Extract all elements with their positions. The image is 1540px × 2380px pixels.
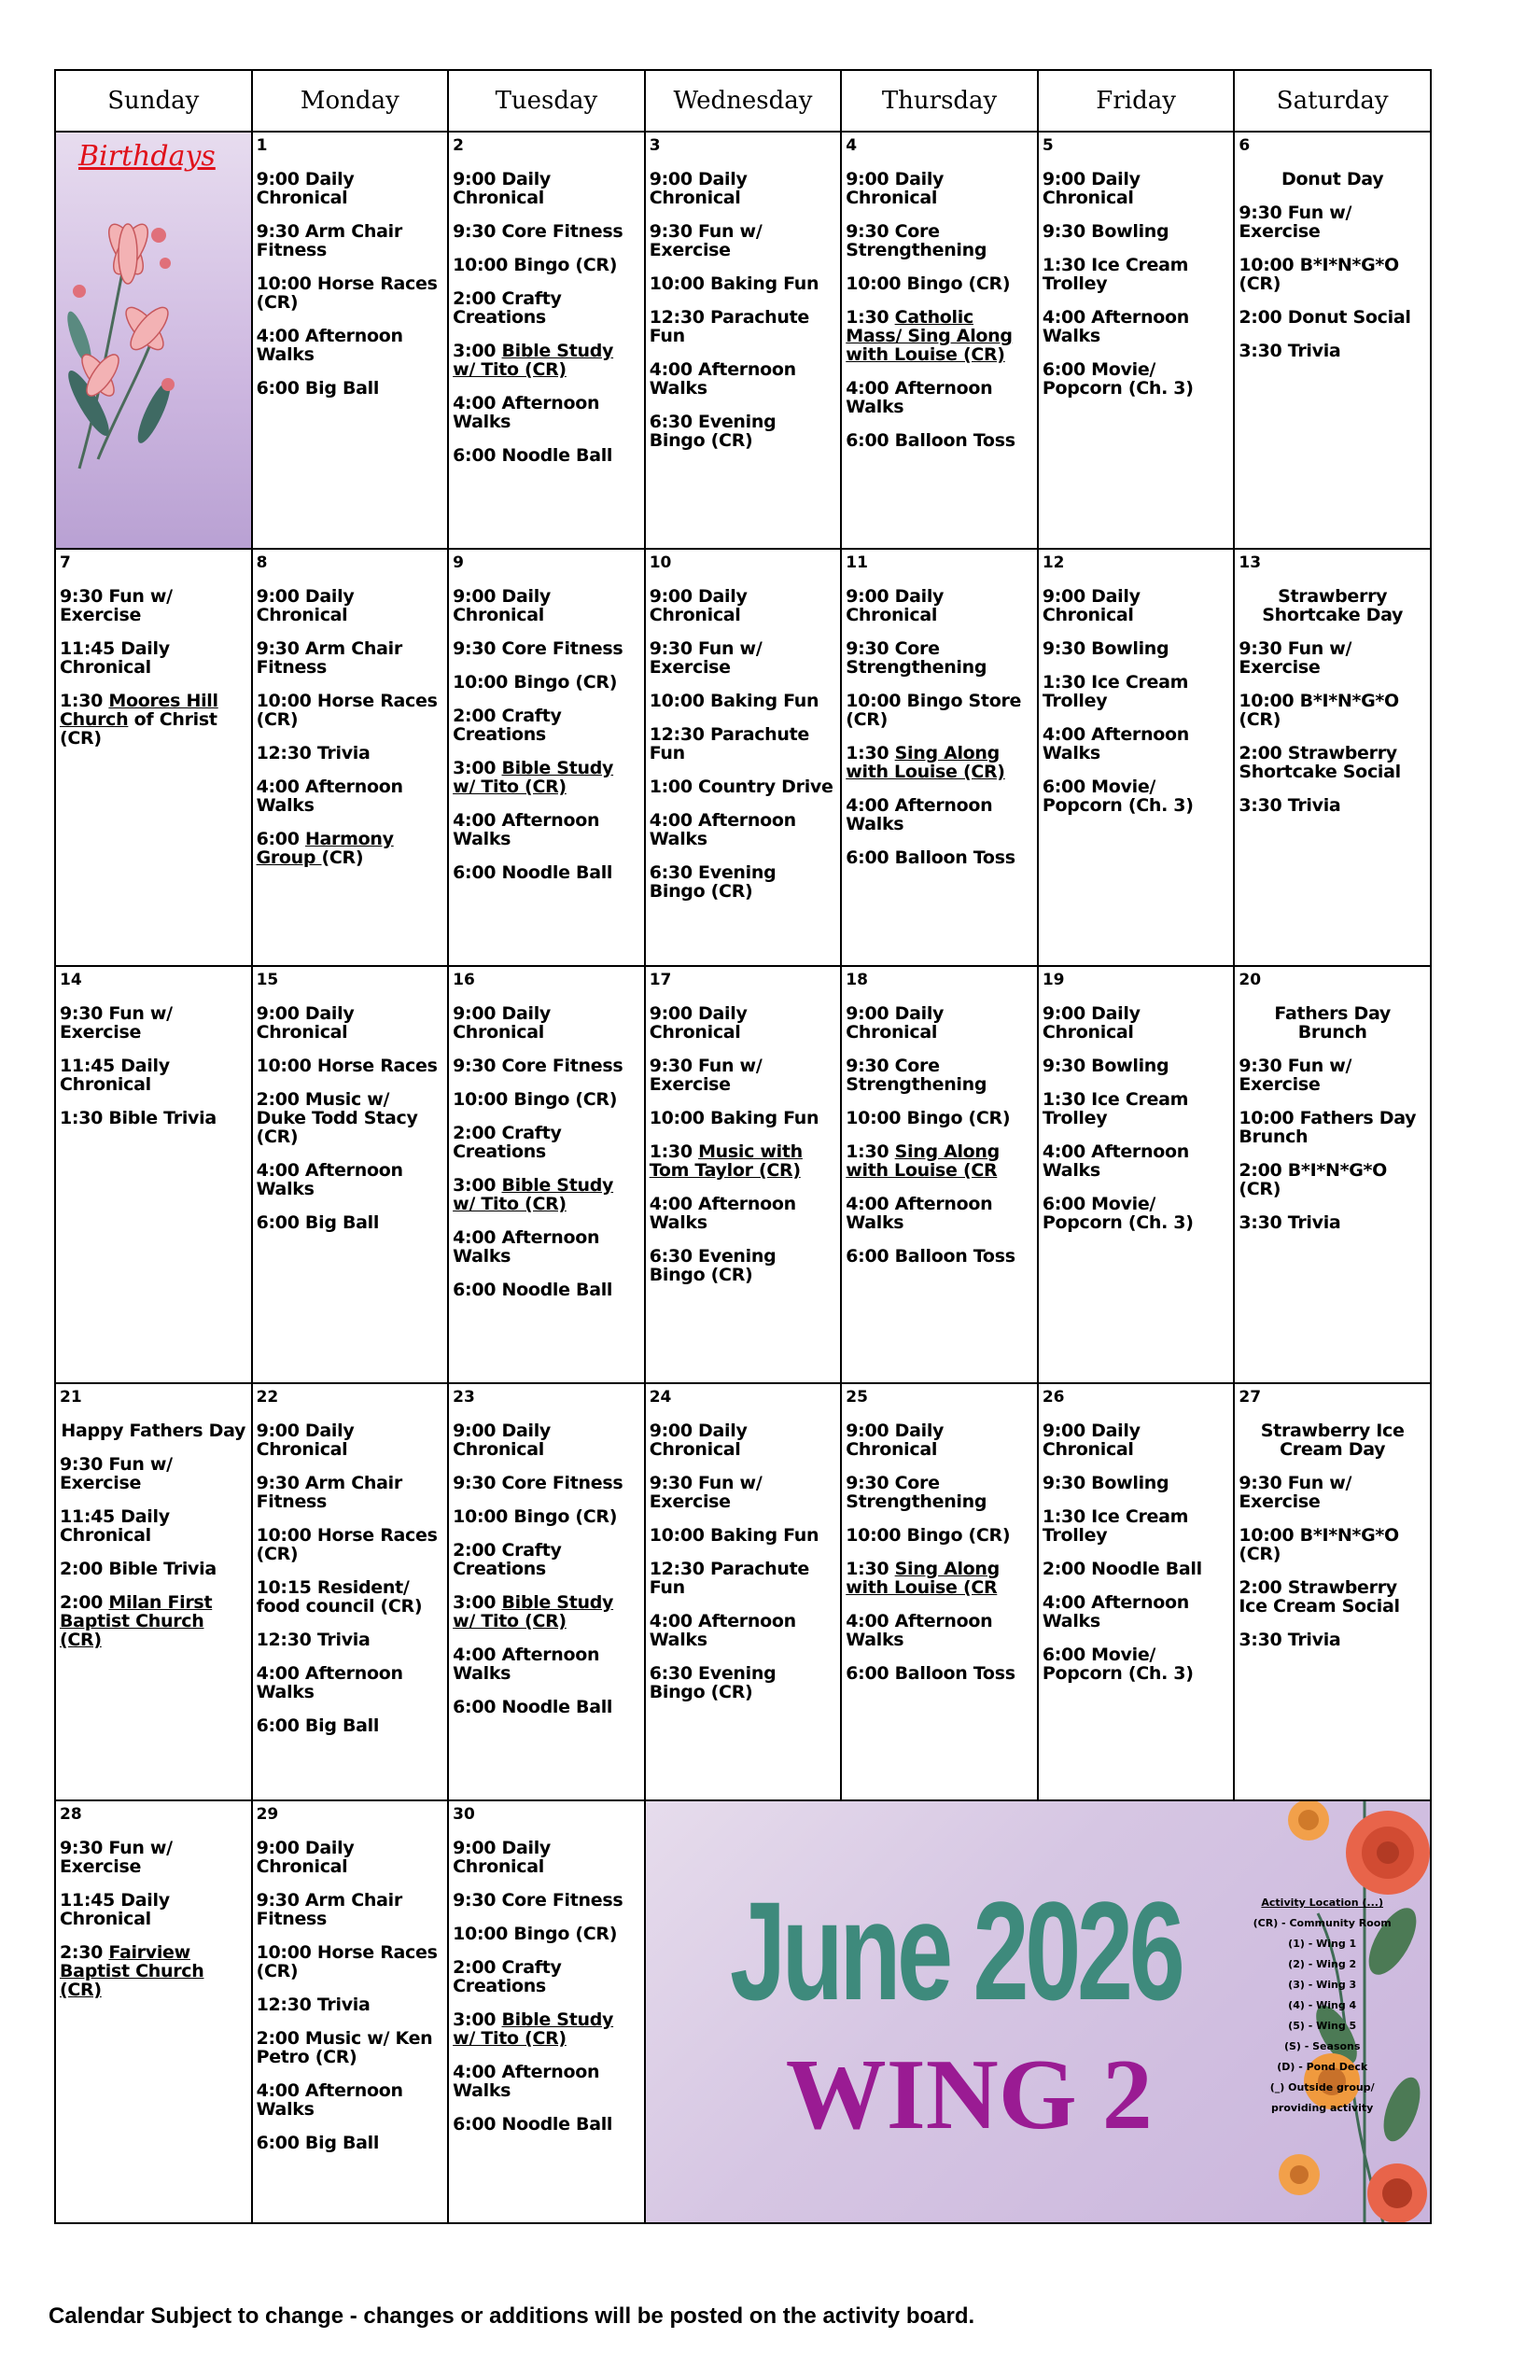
event: 2:00 Crafty Creations [453,288,562,328]
event-title-underlined: Bible Study w/ Tito (CR) [453,2009,614,2049]
day-cell-27 [1234,1383,1431,1800]
event: 4:00 Afternoon Walks [846,795,993,834]
day-cell-8 [252,549,449,966]
day-number: 13 [1239,553,1262,572]
event: 6:00 Movie/ Popcorn (Ch. 3) [1042,1194,1194,1233]
legend-item: (2) - Wing 2 [1288,1958,1357,1970]
event: 9:30 Fun w/ Exercise [649,1056,763,1095]
event: 1:30 Ice Cream Trolley [1042,1089,1189,1128]
event-time: 1:30 [649,1141,699,1162]
event: 3:30 Trivia [1239,1212,1341,1233]
birthdays-title: Birthdays [78,140,216,173]
event: 4:00 Afternoon Walks [1042,1141,1189,1181]
event-title-underlined: Bible Study w/ Tito (CR) [453,758,614,797]
event: 10:00 Bingo (CR) [453,1089,618,1110]
event-time: 1:30 [846,743,895,763]
event: 9:30 Fun w/ Exercise [649,1473,763,1512]
event: 10:00 Bingo (CR) [453,1506,618,1527]
event-time: 2:30 [60,1942,109,1963]
event: 1:30 Bible Trivia [60,1108,217,1128]
day-number: 10 [649,553,672,572]
event: 10:00 Horse Races (CR) [256,1942,438,1981]
event: 9:00 Daily Chronical [1042,586,1141,625]
event: 9:00 Daily Chronical [1042,1421,1141,1460]
day-number: 17 [649,971,672,989]
event-suffix: of Christ (CR) [60,709,217,749]
week-row [55,1383,1431,1800]
event: 6:00 Balloon Toss [846,1663,1015,1684]
legend-item: (1) - Wing 1 [1288,1938,1357,1950]
event: 9:00 Daily Chronical [453,169,552,208]
event: 12:30 Trivia [256,1995,371,2015]
month-banner [645,1800,1431,2223]
day-cell-23 [448,1383,645,1800]
day-cell-25 [841,1383,1038,1800]
legend-item: (3) - Wing 3 [1288,1979,1357,1991]
legend-item: (4) - Wing 4 [1288,1999,1357,2011]
event: 9:30 Core Fitness [453,221,623,242]
event: 9:00 Daily Chronical [256,1838,355,1877]
event-title-underlined: Catholic Mass/ Sing Along with Louise (CR) [846,307,1013,365]
legend-item: (CR) - Community Room [1253,1917,1392,1929]
event-suffix: (CR) [321,847,364,868]
event: 2:00 Music w/ Duke Todd Stacy (CR) [256,1089,418,1147]
event-time: 1:30 [60,691,109,711]
event: 6:00 Noodle Ball [453,862,613,883]
day-cell-17 [645,966,842,1383]
day-number: 18 [846,971,868,989]
event: 4:00 Afternoon Walks [649,1611,796,1650]
event: 4:00 Afternoon Walks [1042,724,1189,763]
special-day-title: Strawberry Shortcake Day [1262,586,1404,625]
day-cell-2 [448,132,645,549]
event: 9:00 Daily Chronical [846,586,945,625]
special-day-title: Fathers Day Brunch [1274,1003,1391,1043]
event: 9:30 Core Fitness [453,1056,623,1076]
event: 10:00 Bingo (CR) [453,672,618,693]
day-number: 19 [1042,971,1065,989]
event-time: 1:30 [846,1559,895,1579]
event: 9:30 Core Strengthening [846,638,987,678]
calendar-grid [54,69,1432,2224]
day-number: 2 [453,136,464,155]
weekday-header-tuesday: Tuesday [448,70,645,132]
event [846,308,1033,364]
event: 4:00 Afternoon Walks [453,810,600,849]
event: 4:00 Afternoon Walks [256,1663,403,1702]
day-cell-6 [1234,132,1431,549]
day-cell-28 [55,1800,252,2223]
day-number: 9 [453,553,464,572]
event: 9:30 Core Strengthening [846,221,987,260]
event: 10:00 Horse Races (CR) [256,273,438,313]
event: 9:30 Fun w/ Exercise [1239,1473,1352,1512]
day-number: 7 [60,553,71,572]
calendar-body [55,132,1431,2223]
event: 12:30 Trivia [256,743,371,763]
week-row [55,966,1431,1383]
event: 10:00 Baking Fun [649,691,819,711]
day-number: 15 [256,971,279,989]
day-cell-19 [1038,966,1235,1383]
event: 2:00 Crafty Creations [453,1123,562,1162]
event: 2:00 Strawberry Ice Cream Social [1239,1577,1400,1617]
event: 10:00 Baking Fun [649,273,819,294]
day-cell-18 [841,966,1038,1383]
event: 4:00 Afternoon Walks [256,326,403,365]
weekday-header-monday: Monday [252,70,449,132]
event: 6:00 Noodle Ball [453,2114,613,2135]
special-day-title: Happy Fathers Day [61,1421,246,1441]
event: 10:00 B*I*N*G*O (CR) [1239,1525,1399,1564]
event: 9:30 Fun w/ Exercise [60,586,173,625]
event: 6:00 Big Ball [256,1715,380,1736]
day-cell-9 [448,549,645,966]
event: 2:00 Strawberry Shortcake Social [1239,743,1401,782]
event: 9:00 Daily Chronical [1042,1003,1141,1043]
event: 6:00 Movie/ Popcorn (Ch. 3) [1042,1645,1194,1684]
event: 1:30 Ice Cream Trolley [1042,1506,1189,1546]
birthdays-cell [55,132,252,549]
event: 6:00 Noodle Ball [453,1280,613,1300]
event: 4:00 Afternoon Walks [846,378,993,417]
day-number: 25 [846,1388,868,1407]
event: 9:00 Daily Chronical [453,1421,552,1460]
event: 4:00 Afternoon Walks [649,359,796,399]
event-time: 2:00 [60,1592,109,1613]
event-title-underlined: Harmony Group [256,829,394,868]
event: 4:00 Afternoon Walks [1042,1592,1189,1631]
event: 3:30 Trivia [1239,795,1341,816]
event: 9:30 Fun w/ Exercise [60,1454,173,1493]
wing-title: WING 2 [785,2039,1153,2150]
event [453,1593,640,1631]
event: 1:30 Ice Cream Trolley [1042,255,1189,294]
legend-item: (D) - Pond Deck [1277,2061,1368,2073]
event [60,1593,247,1649]
event: 9:30 Fun w/ Exercise [60,1003,173,1043]
event: 2:00 Crafty Creations [453,706,562,745]
day-cell-30 [448,1800,645,2223]
event: 1:30 Ice Cream Trolley [1042,672,1189,711]
event: 6:00 Balloon Toss [846,430,1015,451]
footer-note: Calendar Subject to change - changes or additions will be posted on the activity board. [49,2303,975,2329]
event-title-underlined: Music with Tom Taylor (CR) [649,1141,803,1181]
event: 2:00 B*I*N*G*O (CR) [1239,1160,1387,1199]
flower-illustration [61,198,182,478]
day-cell-24 [645,1383,842,1800]
day-cell-26 [1038,1383,1235,1800]
day-number: 8 [256,553,268,572]
event [453,759,640,796]
weekday-header-saturday: Saturday [1234,70,1431,132]
event: 2:00 Noodle Ball [1042,1559,1202,1579]
event: 9:30 Bowling [1042,1473,1169,1493]
event: 9:00 Daily Chronical [453,586,552,625]
event: 2:00 Crafty Creations [453,1540,562,1579]
special-day-title: Donut Day [1281,169,1384,189]
event-title-underlined: Sing Along with Louise (CR [846,1141,1000,1181]
event: 10:00 Bingo Store (CR) [846,691,1022,730]
day-number: 1 [256,136,268,155]
day-number: 16 [453,971,475,989]
event [60,692,247,748]
day-cell-12 [1038,549,1235,966]
event: 6:00 Noodle Ball [453,1697,613,1717]
day-cell-4 [841,132,1038,549]
day-cell-3 [645,132,842,549]
event: 10:00 Bingo (CR) [453,255,618,275]
day-cell-13 [1234,549,1431,966]
day-cell-29 [252,1800,449,2223]
event: 9:30 Fun w/ Exercise [1239,1056,1352,1095]
event: 3:30 Trivia [1239,341,1341,361]
month-title: June 2026 [729,1872,1182,2029]
event: 9:30 Core Strengthening [846,1056,987,1095]
event [257,830,444,867]
event: 11:45 Daily Chronical [60,1056,170,1095]
event: 6:00 Balloon Toss [846,847,1015,868]
event: 9:00 Daily Chronical [256,586,355,625]
event: 4:00 Afternoon Walks [453,1645,600,1684]
event: 12:30 Parachute Fun [649,724,809,763]
event: 1:00 Country Drive [649,777,833,797]
week-row [55,132,1431,549]
event: 10:00 Bingo (CR) [846,1525,1011,1546]
event: 10:15 Resident/ food council (CR) [256,1577,423,1617]
event: 9:30 Core Strengthening [846,1473,987,1512]
event: 10:00 Horse Races (CR) [256,1525,438,1564]
event [846,1560,1033,1597]
event [453,342,640,379]
event-title-underlined: Bible Study w/ Tito (CR) [453,1592,614,1631]
event: 9:30 Arm Chair Fitness [256,1890,402,1929]
event-time: 3:00 [453,758,502,778]
event: 9:30 Core Fitness [453,1473,623,1493]
day-number: 23 [453,1388,475,1407]
weekday-header-wednesday: Wednesday [645,70,842,132]
event: 4:00 Afternoon Walks [453,393,600,432]
event-title-underlined: Sing Along with Louise (CR [846,1559,1000,1598]
day-number: 5 [1042,136,1054,155]
event: 9:00 Daily Chronical [1042,169,1141,208]
day-number: 26 [1042,1388,1065,1407]
event: 9:00 Daily Chronical [649,169,748,208]
event: 4:00 Afternoon Walks [846,1611,993,1650]
event: 12:30 Parachute Fun [649,1559,809,1598]
event: 6:00 Big Ball [256,1212,380,1233]
event: 9:30 Core Fitness [453,638,623,659]
event: 4:00 Afternoon Walks [649,810,796,849]
event [453,1176,640,1213]
day-number: 4 [846,136,858,155]
event: 9:00 Daily Chronical [649,586,748,625]
event: 6:00 Movie/ Popcorn (Ch. 3) [1042,359,1194,399]
event-title-underlined: Milan First Baptist Church (CR) [60,1592,213,1650]
legend-item: (5) - Wing 5 [1288,2020,1357,2032]
event: 11:45 Daily Chronical [60,1890,170,1929]
day-cell-15 [252,966,449,1383]
event: 9:00 Daily Chronical [256,1003,355,1043]
day-cell-16 [448,966,645,1383]
event: 10:00 B*I*N*G*O (CR) [1239,255,1399,294]
event: 9:30 Bowling [1042,638,1169,659]
day-cell-22 [252,1383,449,1800]
day-number: 11 [846,553,868,572]
event: 9:30 Fun w/ Exercise [1239,203,1352,242]
event [650,1142,837,1180]
event: 4:00 Afternoon Walks [846,1194,993,1233]
event: 6:00 Big Ball [256,378,380,399]
event-time: 1:30 [846,1141,895,1162]
event: 10:00 Bingo (CR) [453,1924,618,1944]
legend-item: (_) Outside group/ providing activity [1269,2081,1375,2114]
event: 6:30 Evening Bingo (CR) [649,1663,777,1702]
event: 2:00 Music w/ Ken Petro (CR) [256,2028,433,2067]
event: 10:00 Horse Races [256,1056,438,1076]
event: 9:00 Daily Chronical [256,169,355,208]
event: 9:00 Daily Chronical [846,169,945,208]
day-number: 30 [453,1805,475,1824]
special-day-title: Strawberry Ice Cream Day [1260,1421,1405,1460]
event: 2:00 Crafty Creations [453,1957,562,1996]
day-number: 14 [60,971,82,989]
event: 4:00 Afternoon Walks [1042,307,1189,346]
event-title-underlined: Sing Along with Louise (CR) [846,743,1005,782]
event: 12:30 Trivia [256,1630,371,1650]
event: 9:00 Daily Chronical [256,1421,355,1460]
event-time: 6:00 [256,829,305,849]
event: 9:30 Fun w/ Exercise [649,638,763,678]
event: 11:45 Daily Chronical [60,638,170,678]
event-time: 3:00 [453,1175,502,1196]
event: 9:30 Bowling [1042,1056,1169,1076]
day-number: 24 [649,1388,672,1407]
event: 2:00 Bible Trivia [60,1559,217,1579]
event [846,744,1033,781]
event: 4:00 Afternoon Walks [453,2062,600,2101]
event: 4:00 Afternoon Walks [256,2080,403,2120]
event: 9:30 Fun w/ Exercise [60,1838,173,1877]
event: 9:00 Daily Chronical [453,1003,552,1043]
day-number: 27 [1239,1388,1262,1407]
event: 2:00 Donut Social [1239,307,1411,328]
event: 9:30 Fun w/ Exercise [1239,638,1352,678]
event: 10:00 Bingo (CR) [846,1108,1011,1128]
legend-item: (S) - Seasons [1283,2040,1361,2052]
day-cell-10 [645,549,842,966]
event-time: 1:30 [846,307,895,328]
event [846,1142,1033,1180]
weekday-header-thursday: Thursday [841,70,1038,132]
event: 6:30 Evening Bingo (CR) [649,1246,777,1285]
event-time: 3:00 [453,1592,502,1613]
event: 3:30 Trivia [1239,1630,1341,1650]
event: 12:30 Parachute Fun [649,307,809,346]
week-row [55,549,1431,966]
event: 4:00 Afternoon Walks [649,1194,796,1233]
event: 9:30 Fun w/ Exercise [649,221,763,260]
event: 10:00 Fathers Day Brunch [1239,1108,1417,1147]
day-number: 22 [256,1388,279,1407]
event-time: 3:00 [453,2009,502,2030]
day-number: 20 [1239,971,1262,989]
event: 6:30 Evening Bingo (CR) [649,412,777,451]
event: 10:00 Baking Fun [649,1108,819,1128]
day-number: 29 [256,1805,279,1824]
event: 10:00 Horse Races (CR) [256,691,438,730]
event-title-underlined: Bible Study w/ Tito (CR) [453,341,614,380]
event: 9:30 Arm Chair Fitness [256,221,402,260]
day-number: 21 [60,1388,82,1407]
week-row [55,1800,1431,2223]
day-number: 6 [1239,136,1251,155]
location-legend [1253,1893,1393,2119]
event: 10:00 Baking Fun [649,1525,819,1546]
day-cell-1 [252,132,449,549]
event: 9:00 Daily Chronical [846,1421,945,1460]
event: 9:30 Bowling [1042,221,1169,242]
event: 9:30 Arm Chair Fitness [256,1473,402,1512]
event: 4:00 Afternoon Walks [453,1227,600,1267]
day-cell-21 [55,1383,252,1800]
event: 9:30 Arm Chair Fitness [256,638,402,678]
event [60,1943,247,1999]
event: 4:00 Afternoon Walks [256,777,403,816]
event: 6:00 Balloon Toss [846,1246,1015,1267]
event-title-underlined: Fairview Baptist Church (CR) [60,1942,204,2000]
weekday-header-row [55,70,1431,132]
event: 10:00 B*I*N*G*O (CR) [1239,691,1399,730]
day-cell-14 [55,966,252,1383]
weekday-header-friday: Friday [1038,70,1235,132]
event [453,2010,640,2048]
event-title-underlined: Bible Study w/ Tito (CR) [453,1175,614,1214]
event: 6:30 Evening Bingo (CR) [649,862,777,902]
day-number: 3 [649,136,661,155]
event: 9:00 Daily Chronical [649,1003,748,1043]
event: 6:00 Big Ball [256,2133,380,2153]
event: 6:00 Noodle Ball [453,445,613,466]
event-time: 3:00 [453,341,502,361]
day-cell-5 [1038,132,1235,549]
event-title-underlined: Moores Hill Church [60,691,218,730]
day-number: 12 [1042,553,1065,572]
event: 9:00 Daily Chronical [453,1838,552,1877]
event: 4:00 Afternoon Walks [256,1160,403,1199]
event: 9:00 Daily Chronical [649,1421,748,1460]
day-number: 28 [60,1805,82,1824]
event: 11:45 Daily Chronical [60,1506,170,1546]
day-cell-11 [841,549,1038,966]
day-cell-20 [1234,966,1431,1383]
day-cell-7 [55,549,252,966]
weekday-header-sunday: Sunday [55,70,252,132]
event: 9:00 Daily Chronical [846,1003,945,1043]
event: 9:30 Core Fitness [453,1890,623,1911]
legend-title: Activity Location (...) [1261,1897,1383,1909]
event: 10:00 Bingo (CR) [846,273,1011,294]
event: 6:00 Movie/ Popcorn (Ch. 3) [1042,777,1194,816]
